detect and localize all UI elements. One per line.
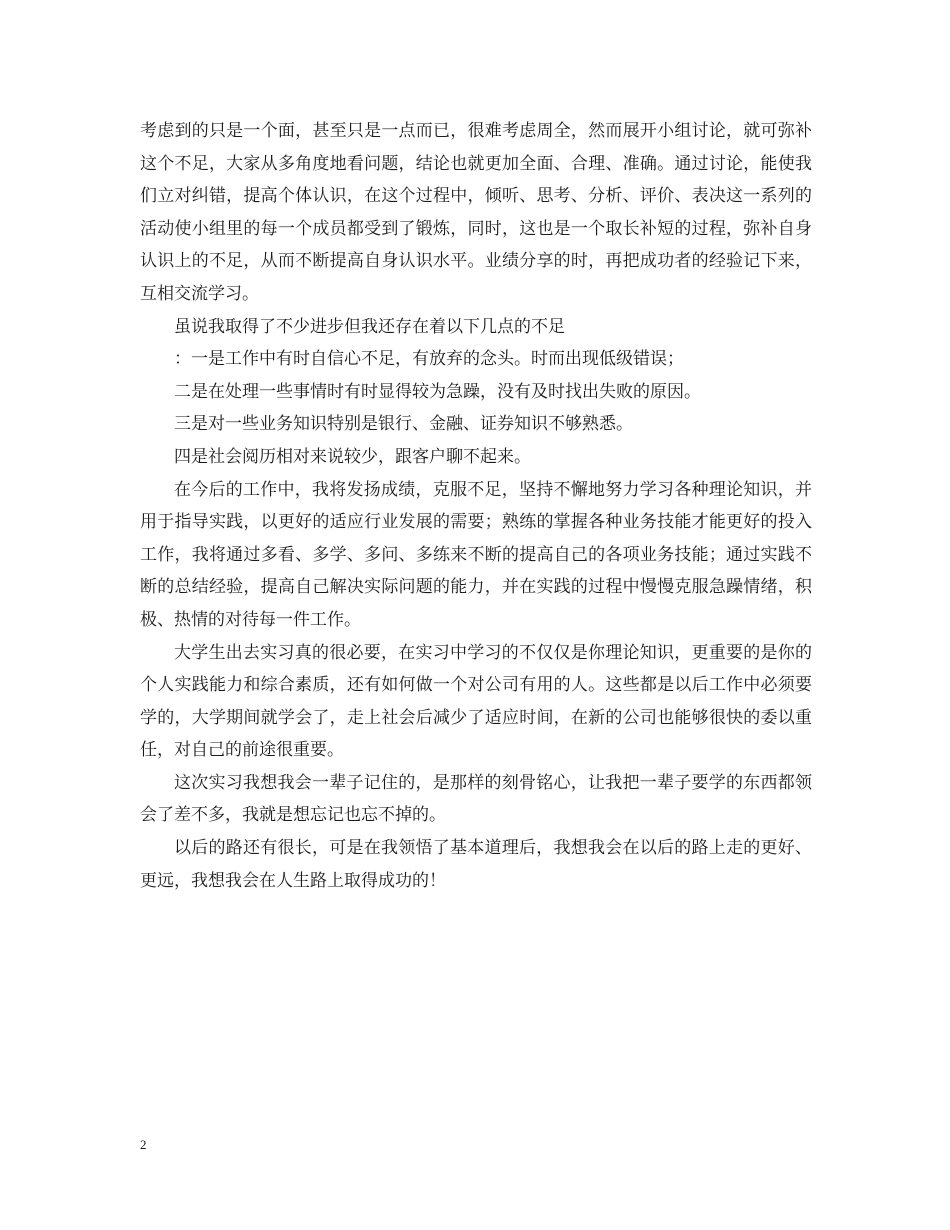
paragraph-shortcoming-1: ：一是工作中有时自信心不足，有放弃的念头。时而出现低级错误； bbox=[174, 349, 684, 370]
paragraph-shortcoming-3: 三是对一些业务知识特别是银行、金融、证券知识不够熟悉。 bbox=[174, 414, 633, 435]
paragraph-continued: 考虑到的只是一个面，甚至只是一点而已，很难考虑周全，然而展开小组讨论，就可弥补这个不足，大家从多角度地看问题，结论也就更加全面、合理、准确。通过讨论，能使我们立对纠错，提高个体认识，在这个过程中，倾听、思考、分析、评价、表决这一系列的活动使小组里的每一个成员都受到了锻炼，同时，这也是一个取长补短的过程，弥补自身认识上的不足，从而不断提高自身认识水平。业绩分享的时，再把成功者的经验记下来，互相交流学习。 bbox=[140, 121, 812, 304]
document-body bbox=[140, 115, 812, 897]
paragraph-memory: 这次实习我想我会一辈子记住的，是那样的刻骨铭心，让我把一辈子要学的东西都领会了差不多，我就是想忘记也忘不掉的。 bbox=[140, 772, 812, 826]
page-number: 2 bbox=[140, 1137, 147, 1152]
paragraph-conclusion: 以后的路还有很长，可是在我领悟了基本道理后，我想我会在以后的路上走的更好、更远，我想我会在人生路上取得成功的！ bbox=[140, 838, 812, 891]
paragraph-shortcoming-2: 二是在处理一些事情时有时显得较为急躁，没有及时找出失败的原因。 bbox=[174, 381, 701, 402]
paragraph-future-work: 在今后的工作中，我将发扬成绩，克服不足，坚持不懈地努力学习各种理论知识，并用于指导实践，以更好的适应行业发展的需要；熟练的掌握各种业务技能才能更好的投入工作，我将通过多看、多学、多问、多练来不断的提高自己的各项业务技能；通过实践不断的总结经验，提高自己解决实际问题的能力，并在实践的过程中慢慢克服急躁情绪，积极、热情的对待每一件工作。 bbox=[140, 479, 812, 630]
paragraph-shortcomings-intro: 虽说我取得了不少进步但我还存在着以下几点的不足 bbox=[174, 316, 565, 337]
paragraph-internship-necessity: 大学生出去实习真的很必要，在实习中学习的不仅仅是你理论知识，更重要的是你的个人实践能力和综合素质，还有如何做一个对公司有用的人。这些都是以后工作中必须要学的，大学期间就学会了，走上社会后减少了适应时间，在新的公司也能够很快的委以重任，对自己的前途很重要。 bbox=[140, 642, 812, 761]
paragraph-shortcoming-4: 四是社会阅历相对来说较少，跟客户聊不起来。 bbox=[174, 446, 531, 467]
